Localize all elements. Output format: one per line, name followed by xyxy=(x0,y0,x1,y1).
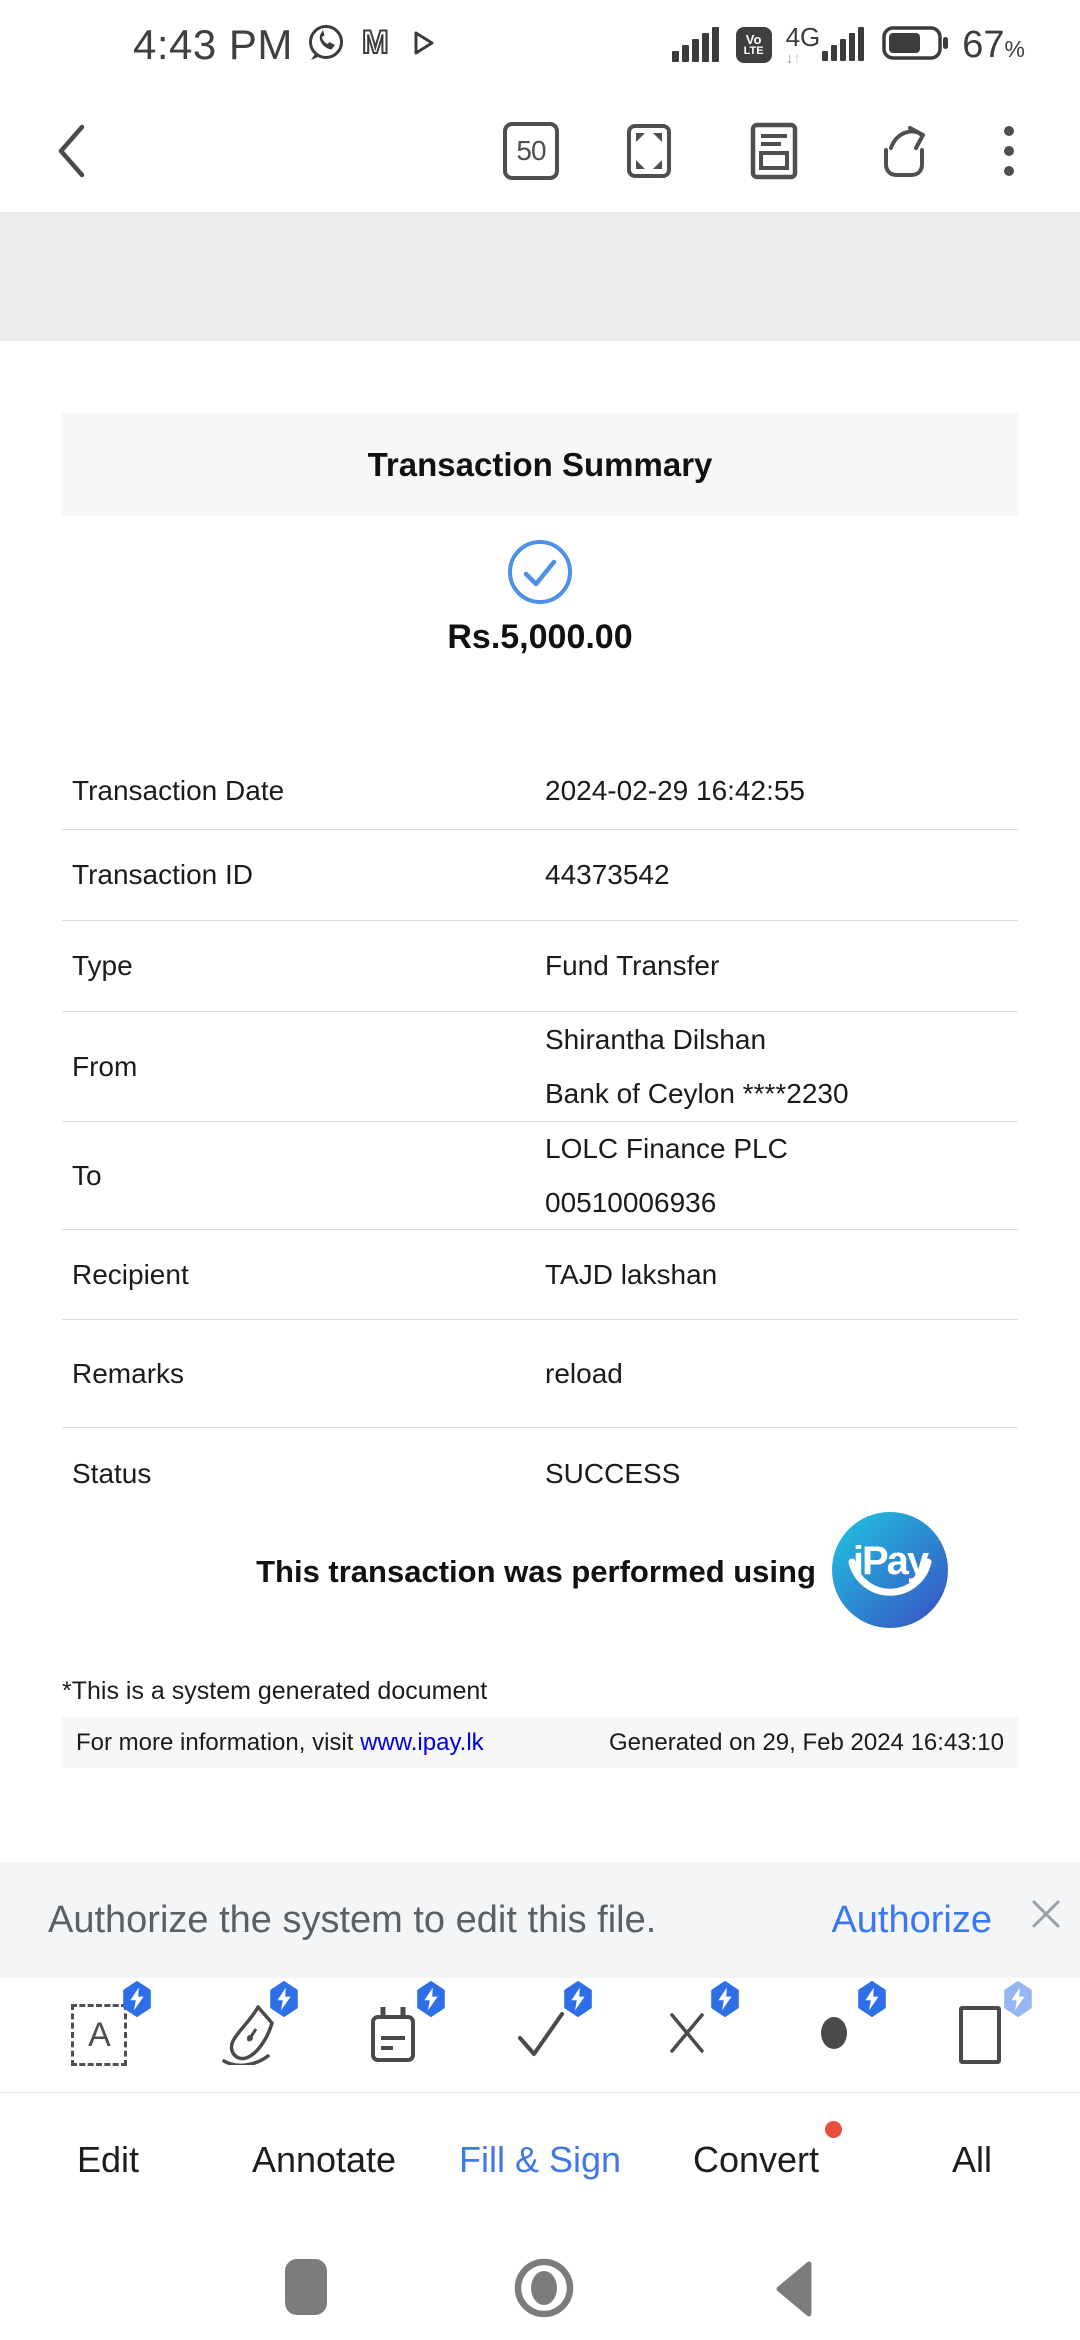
table-row xyxy=(62,830,1018,921)
ipay-link[interactable]: www.ipay.lk xyxy=(360,1728,484,1756)
premium-bolt-badge xyxy=(269,1981,299,2022)
signature-tool[interactable] xyxy=(191,1985,301,2085)
ipay-logo xyxy=(830,1510,950,1635)
document-footer xyxy=(62,1717,1018,1768)
dot-icon xyxy=(816,2011,852,2060)
row-label: Remarks xyxy=(72,1357,185,1389)
premium-bolt-badge xyxy=(710,1981,740,2022)
signal-icon-sim1 xyxy=(672,24,722,67)
generated-timestamp: Generated on 29, Feb 2024 16:43:10 xyxy=(609,1728,1004,1756)
row-label: Type xyxy=(72,950,133,981)
row-value: 2024-02-29 16:42:55 xyxy=(545,774,805,806)
notification-dot xyxy=(825,2121,842,2138)
outline-view-button[interactable] xyxy=(750,122,798,180)
status-bar xyxy=(0,0,1080,90)
checkmark-icon xyxy=(512,2006,568,2065)
text-field-tool[interactable] xyxy=(44,1985,154,2085)
row-label: From xyxy=(72,1050,138,1082)
row-label: Status xyxy=(72,1458,152,1489)
row-value: LOLC Finance PLC 00510006936 xyxy=(545,1132,788,1218)
app-toolbar xyxy=(0,90,1080,212)
svg-text:M: M xyxy=(361,23,389,60)
footer-info: For more information, visit www.ipay.lk xyxy=(76,1728,484,1756)
tab-edit[interactable]: Edit xyxy=(76,2138,140,2180)
premium-bolt-badge xyxy=(1003,1981,1033,2022)
performed-using-text: This transaction was performed using xyxy=(256,1554,816,1589)
status-left-cluster xyxy=(133,0,437,90)
form-field-tool[interactable] xyxy=(338,1985,448,2085)
whatsapp-icon xyxy=(305,22,347,69)
back-nav-button[interactable] xyxy=(771,2258,815,2325)
clock: 4:43 PM xyxy=(133,21,293,68)
back-button[interactable] xyxy=(52,122,90,180)
fit-screen-button[interactable] xyxy=(626,123,672,179)
authorize-banner xyxy=(0,1862,1080,1978)
tab-annotate[interactable]: Annotate xyxy=(251,2138,397,2180)
transaction-details-table xyxy=(62,752,1018,1520)
table-row xyxy=(62,1320,1018,1428)
row-label: Transaction Date xyxy=(72,774,285,806)
share-button[interactable] xyxy=(872,122,932,180)
table-row xyxy=(62,921,1018,1012)
premium-bolt-badge xyxy=(122,1981,152,2022)
cross-icon xyxy=(662,2008,712,2063)
tab-all[interactable]: All xyxy=(951,2138,992,2180)
dot-tool[interactable] xyxy=(779,1985,889,2085)
premium-bolt-badge xyxy=(563,1981,593,2022)
tab-convert[interactable]: Convert xyxy=(648,2139,864,2181)
table-row xyxy=(62,1428,1018,1520)
row-value: 44373542 xyxy=(545,859,670,890)
tab-fill-sign[interactable]: Fill & Sign xyxy=(458,2138,622,2180)
system-note: *This is a system generated document xyxy=(62,1677,488,1705)
success-check-icon xyxy=(0,538,1080,606)
row-value: TAJD lakshan xyxy=(545,1258,718,1290)
row-value: SUCCESS xyxy=(545,1458,681,1489)
gmail-icon xyxy=(359,22,399,69)
cross-tool[interactable] xyxy=(632,1985,742,2085)
status-right-cluster xyxy=(672,0,1025,90)
battery-percent-label: 67% xyxy=(962,23,1025,66)
network-type-label: 4G xyxy=(785,22,821,52)
rectangle-tool[interactable] xyxy=(925,1985,1035,2085)
pdf-page[interactable] xyxy=(0,341,1080,1862)
close-icon[interactable] xyxy=(1026,1894,1066,1934)
text-field-icon: A xyxy=(71,2004,127,2066)
performed-using-row xyxy=(0,1511,1080,1633)
row-label: Transaction ID xyxy=(72,859,254,890)
row-value: Shirantha Dilshan Bank of Ceylon ****2230 xyxy=(545,1023,849,1109)
android-nav-bar xyxy=(0,2225,1080,2340)
fill-sign-toolbar xyxy=(0,1978,1080,2093)
transaction-amount: Rs.5,000.00 xyxy=(447,618,633,656)
more-options-button[interactable] xyxy=(1002,122,1016,180)
rectangle-icon xyxy=(959,2006,1001,2064)
authorize-button[interactable]: Authorize xyxy=(831,1898,992,1941)
row-value: reload xyxy=(545,1357,623,1389)
volte-icon: Vo LTE xyxy=(736,27,772,63)
checkmark-tool[interactable] xyxy=(485,1985,595,2085)
table-row xyxy=(62,1230,1018,1320)
svg-text:iPay: iPay xyxy=(852,1538,928,1583)
table-row xyxy=(62,752,1018,830)
authorize-message: Authorize the system to edit this file. xyxy=(48,1898,657,1941)
bottom-tab-bar xyxy=(0,2094,1080,2225)
row-label: To xyxy=(72,1159,102,1191)
row-value: Fund Transfer xyxy=(545,950,720,981)
battery-icon xyxy=(882,26,948,65)
form-field-icon xyxy=(368,2002,418,2069)
home-button[interactable] xyxy=(513,2257,575,2324)
page-number-button[interactable]: 50 xyxy=(503,122,559,180)
signature-pen-icon xyxy=(216,2001,276,2070)
signal-icon-sim2 xyxy=(822,25,868,66)
recents-button[interactable] xyxy=(285,2259,327,2315)
mobile-data-cluster xyxy=(786,24,869,66)
page-gap xyxy=(0,212,1080,341)
premium-bolt-badge xyxy=(857,1981,887,2022)
data-activity-arrows: ↓↑ xyxy=(785,50,801,67)
premium-bolt-badge xyxy=(416,1981,446,2022)
table-row xyxy=(62,1012,1018,1122)
table-row xyxy=(62,1122,1018,1230)
document-title: Transaction Summary xyxy=(62,413,1018,516)
row-label: Recipient xyxy=(72,1258,189,1290)
play-store-icon xyxy=(411,27,437,64)
